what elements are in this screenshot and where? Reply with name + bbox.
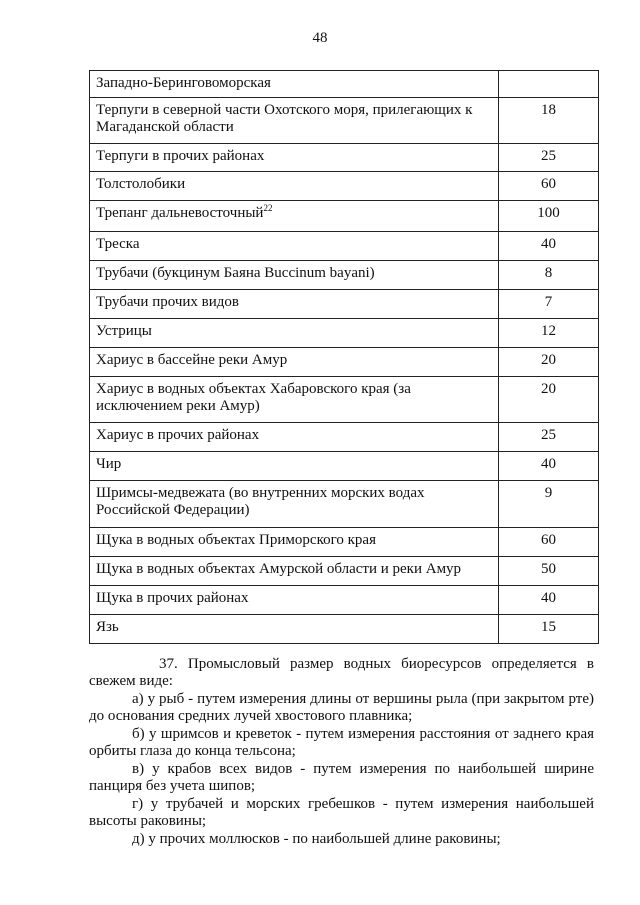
size-value-cell xyxy=(499,377,599,423)
species-name-cell xyxy=(90,319,499,348)
species-name: Трепанг дальневосточный xyxy=(96,205,264,221)
species-name: Щука в водных объектах Приморского края xyxy=(96,532,376,548)
species-name: Трубачи прочих видов xyxy=(96,294,239,310)
size-value: 25 xyxy=(541,427,556,443)
size-value: 60 xyxy=(541,176,556,192)
table-row xyxy=(90,232,599,261)
table-row xyxy=(90,377,599,423)
table-row xyxy=(90,319,599,348)
size-value-cell xyxy=(499,71,599,98)
size-value-cell xyxy=(499,586,599,615)
size-value: 60 xyxy=(541,532,556,548)
size-value: 20 xyxy=(541,381,556,397)
size-value-cell xyxy=(499,319,599,348)
species-name-cell xyxy=(90,201,499,232)
table-row xyxy=(90,348,599,377)
size-value-cell xyxy=(499,144,599,172)
species-name: Щука в прочих районах xyxy=(96,590,249,606)
page-number: 48 xyxy=(312,30,328,46)
size-value-cell xyxy=(499,528,599,557)
size-value-cell xyxy=(499,557,599,586)
size-value-cell xyxy=(499,172,599,201)
footnote-marker: 22 xyxy=(263,203,273,213)
table-row xyxy=(90,528,599,557)
size-value-cell xyxy=(499,615,599,644)
size-value-cell xyxy=(499,290,599,319)
table-row xyxy=(90,172,599,201)
species-name: Толстолобики xyxy=(96,176,186,192)
species-name: Щука в водных объектах Амурской области и реки Амур xyxy=(96,561,462,577)
species-name-cell xyxy=(90,348,499,377)
size-value: 12 xyxy=(541,323,556,339)
table-row xyxy=(90,557,599,586)
size-value: 7 xyxy=(544,294,553,310)
species-name-cell xyxy=(90,290,499,319)
species-name: Треска xyxy=(96,236,140,252)
table-row xyxy=(90,261,599,290)
species-name: Западно-Беринговоморская xyxy=(96,75,271,91)
table-row xyxy=(90,423,599,452)
species-name: Хариус в водных объектах Хабаровского края (за исключением реки Амур) xyxy=(96,381,411,414)
species-name-cell xyxy=(90,98,499,144)
paragraph: а) у рыб - путем измерения длины от вершины рыла (при закрытом рте) до основания средних лучей хвостового плавника; xyxy=(89,691,594,724)
size-value: 15 xyxy=(541,619,556,635)
species-name-cell xyxy=(90,172,499,201)
table-row xyxy=(90,98,599,144)
species-name-cell xyxy=(90,144,499,172)
size-value: 40 xyxy=(541,590,556,606)
species-name-cell xyxy=(90,261,499,290)
table-row xyxy=(90,586,599,615)
regulation-text xyxy=(89,656,594,849)
table-row xyxy=(90,452,599,481)
size-value: 40 xyxy=(541,456,556,472)
table-row xyxy=(90,481,599,528)
species-name-cell xyxy=(90,71,499,98)
species-name-cell xyxy=(90,423,499,452)
paragraph: 37. Промысловый размер водных биоресурсов определяется в свежем виде: xyxy=(89,656,594,689)
size-value: 100 xyxy=(537,205,560,221)
paragraph: б) у шримсов и креветок - путем измерения расстояния от заднего края орбиты глаза до конца тельсона; xyxy=(89,726,594,759)
species-name: Хариус в прочих районах xyxy=(96,427,260,443)
species-name-cell xyxy=(90,481,499,528)
species-name-cell xyxy=(90,377,499,423)
species-name: Шримсы-медвежата (во внутренних морских водах Российской Федерации) xyxy=(96,485,425,518)
size-value: 9 xyxy=(544,485,553,501)
table-row xyxy=(90,615,599,644)
size-value-cell xyxy=(499,481,599,528)
species-name: Язь xyxy=(96,619,119,635)
size-value: 40 xyxy=(541,236,556,252)
paragraph: в) у крабов всех видов - путем измерения по наибольшей ширине панциря без учета шипов; xyxy=(89,761,594,794)
table-row xyxy=(90,71,599,98)
table-row xyxy=(90,290,599,319)
size-value: 8 xyxy=(544,265,553,281)
paragraph: д) у прочих моллюсков - по наибольшей длине раковины; xyxy=(132,831,501,847)
species-name-cell xyxy=(90,557,499,586)
size-value: 25 xyxy=(541,148,556,164)
species-name: Терпуги в прочих районах xyxy=(96,148,265,164)
size-value-cell xyxy=(499,201,599,232)
species-name-cell xyxy=(90,615,499,644)
table-body xyxy=(90,71,599,644)
species-name-cell xyxy=(90,452,499,481)
species-name: Чир xyxy=(96,456,122,472)
species-name: Устрицы xyxy=(96,323,152,339)
size-value: 20 xyxy=(541,352,556,368)
size-value: 18 xyxy=(541,102,556,118)
species-name-cell xyxy=(90,528,499,557)
table-row xyxy=(90,144,599,172)
species-name: Трубачи (букцинум Баяна Buccinum bayani) xyxy=(96,265,375,281)
size-value-cell xyxy=(499,348,599,377)
species-name: Хариус в бассейне реки Амур xyxy=(96,352,288,368)
size-value-cell xyxy=(499,452,599,481)
size-value-cell xyxy=(499,232,599,261)
species-name-cell xyxy=(90,586,499,615)
size-value-cell xyxy=(499,98,599,144)
paragraph: г) у трубачей и морских гребешков - путем измерения наибольшей высоты раковины; xyxy=(89,796,594,829)
size-value-cell xyxy=(499,261,599,290)
table-row xyxy=(90,201,599,232)
commercial-size-table xyxy=(89,70,599,644)
species-name: Терпуги в северной части Охотского моря, прилегающих к Магаданской области xyxy=(96,102,473,135)
size-value-cell xyxy=(499,423,599,452)
size-value: 50 xyxy=(541,561,556,577)
species-name-cell xyxy=(90,232,499,261)
